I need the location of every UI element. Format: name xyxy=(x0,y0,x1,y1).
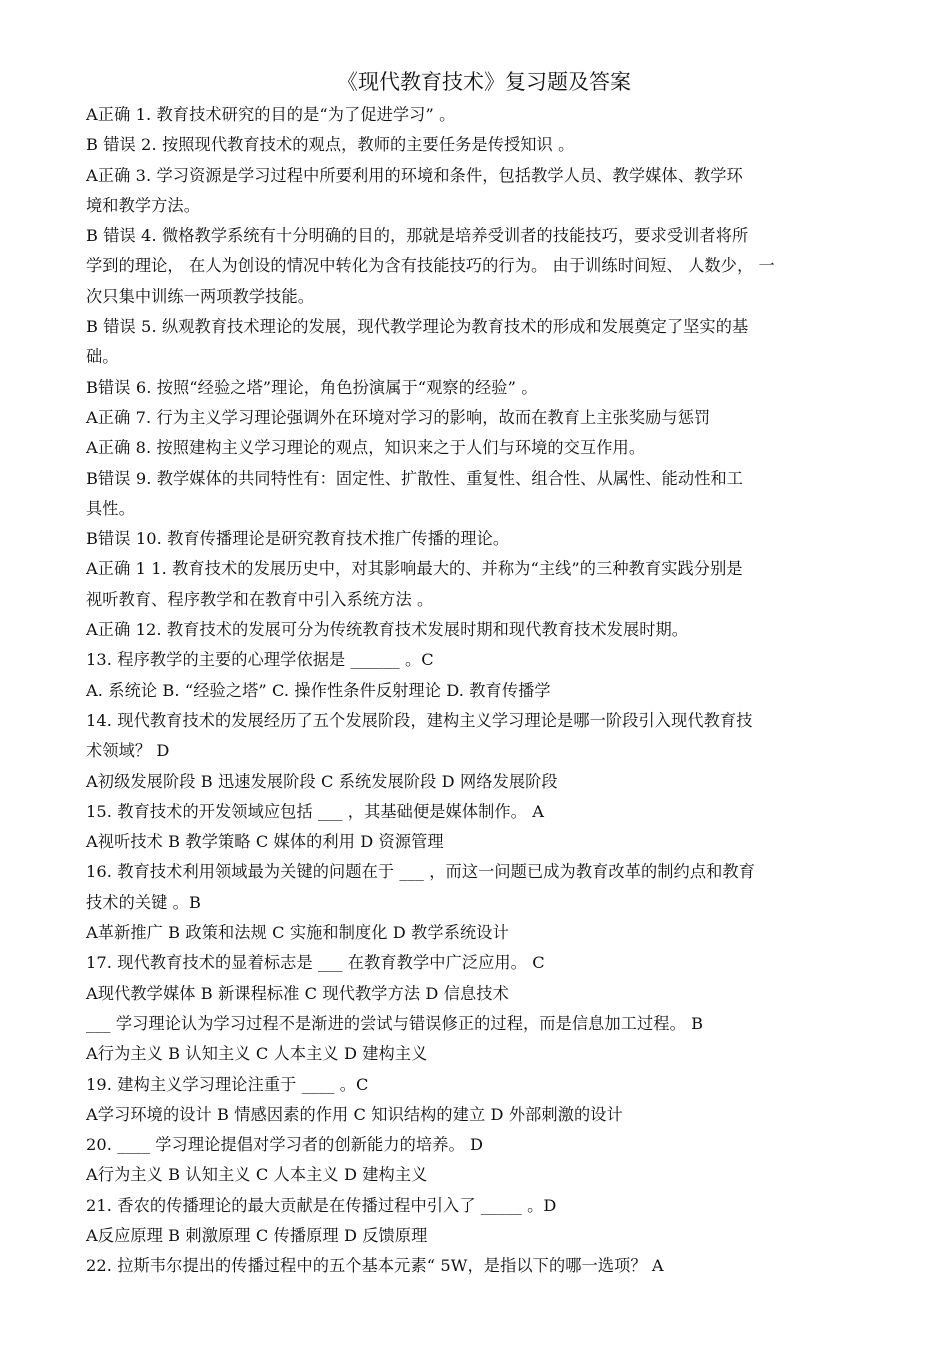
text-line: 20. ____ 学习理论提倡对学习者的创新能力的培养。 D xyxy=(86,1135,484,1155)
text-line: A行为主义 B 认知主义 C 人本主义 D 建构主义 xyxy=(86,1165,428,1185)
document-title: 《现代教育技术》复习题及答案 xyxy=(337,70,631,94)
text-line: A正确 3. 学习资源是学习过程中所要利用的环境和条件，包括教学人员、教学媒体、教学环 xyxy=(86,165,743,185)
text-line: B错误 9. 教学媒体的共同特性有：固定性、扩散性、重复性、组合性、从属性、能动性和工 xyxy=(86,468,744,488)
text-line: A现代教学媒体 B 新课程标准 C 现代教学方法 D 信息技术 xyxy=(86,983,509,1003)
text-line: 具性。 xyxy=(86,498,135,518)
text-line: B错误 10. 教育传播理论是研究教育技术推广传播的理论。 xyxy=(86,529,510,549)
question-list xyxy=(86,100,876,1282)
text-line: 境和教学方法。 xyxy=(86,195,201,215)
text-line: B错误 6. 按照“经验之塔”理论，角色扮演属于“观察的经验” 。 xyxy=(86,377,538,397)
text-line: 视听教育、程序教学和在教育中引入系统方法 。 xyxy=(86,589,434,609)
text-line: 17. 现代教育技术的显着标志是 ___ 在教育教学中广泛应用。 C xyxy=(86,953,545,973)
text-line: 15. 教育技术的开发领域应包括 ___ ，其基础便是媒体制作。 A xyxy=(86,801,545,821)
text-line: 16. 教育技术利用领域最为关键的问题在于 ___ ，而这一问题已成为教育改革的制约点和教育 xyxy=(86,862,755,882)
text-line: A正确 7. 行为主义学习理论强调外在环境对学习的影响，故而在教育上主张奖励与惩罚 xyxy=(86,407,711,427)
text-line: ___ 学习理论认为学习过程不是渐进的尝试与错误修正的过程，而是信息加工过程。 B xyxy=(86,1013,704,1033)
text-line: 技术的关键 。B xyxy=(86,892,201,912)
text-line: B 错误 5. 纵观教育技术理论的发展，现代教学理论为教育技术的形成和发展奠定了坚实的基 xyxy=(86,317,749,337)
text-line: A初级发展阶段 B 迅速发展阶段 C 系统发展阶段 D 网络发展阶段 xyxy=(86,771,558,791)
text-line: 次只集中训练一两项教学技能。 xyxy=(86,286,315,306)
text-line: A学习环境的设计 B 情感因素的作用 C 知识结构的建立 D 外部刺激的设计 xyxy=(86,1104,623,1124)
text-line: A视听技术 B 教学策略 C 媒体的利用 D 资源管理 xyxy=(86,832,444,852)
text-line: A正确 1. 教育技术研究的目的是“为了促进学习” 。 xyxy=(86,105,456,124)
text-line: 术领域？ D xyxy=(86,741,170,761)
text-line: 础。 xyxy=(86,347,119,367)
text-line: 14. 现代教育技术的发展经历了五个发展阶段，建构主义学习理论是哪一阶段引入现代教育技 xyxy=(86,710,753,730)
text-line: 19. 建构主义学习理论注重于 ____ 。C xyxy=(86,1074,369,1094)
text-line: A正确 8. 按照建构主义学习理论的观点，知识来之于人们与环境的交互作用。 xyxy=(86,438,646,458)
text-line: B 错误 2. 按照现代教育技术的观点，教师的主要任务是传授知识 。 xyxy=(86,135,575,155)
text-line: 22. 拉斯韦尔提出的传播过程中的五个基本元素“ 5W，是指以下的哪一选项？ A xyxy=(86,1256,664,1276)
text-line: A反应原理 B 刺激原理 C 传播原理 D 反馈原理 xyxy=(86,1225,428,1245)
text-line: B 错误 4. 微格教学系统有十分明确的目的，那就是培养受训者的技能技巧，要求受训者将所 xyxy=(86,226,749,246)
text-line: A正确 12. 教育技术的发展可分为传统教育技术发展时期和现代教育技术发展时期。 xyxy=(86,620,689,640)
text-line: A. 系统论 B. “经验之塔” C. 操作性条件反射理论 D. 教育传播学 xyxy=(86,680,551,700)
text-line: 学到的理论， 在人为创设的情况中转化为含有技能技巧的行为。 由于训练时间短、 人数少， 一 xyxy=(86,256,775,276)
text-line: 21. 香农的传播理论的最大贡献是在传播过程中引入了 _____ 。D xyxy=(86,1195,557,1215)
text-line: A正确 1 1. 教育技术的发展历史中，对其影响最大的、并称为“主线”的三种教育实践分别是 xyxy=(86,559,743,579)
text-line: A革新推广 B 政策和法规 C 实施和制度化 D 教学系统设计 xyxy=(86,923,509,943)
text-line: A行为主义 B 认知主义 C 人本主义 D 建构主义 xyxy=(86,1044,428,1064)
text-line: 13. 程序教学的主要的心理学依据是 ______ 。C xyxy=(86,650,434,670)
